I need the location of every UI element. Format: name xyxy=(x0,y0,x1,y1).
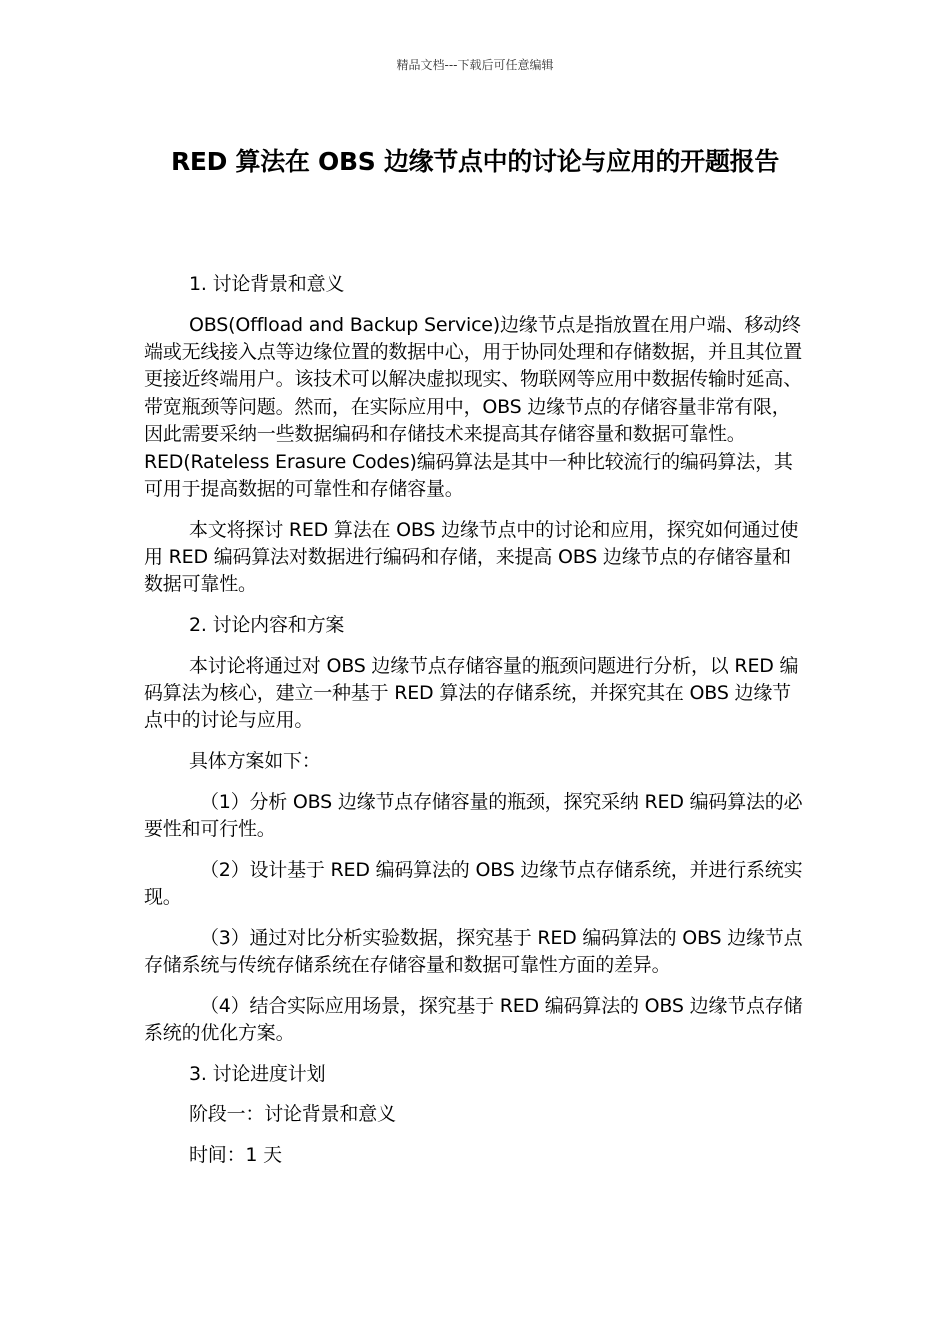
section-3-stage: 阶段一：讨论背景和意义 xyxy=(189,1103,396,1126)
header-note: 精品文档---下载后可任意编辑 xyxy=(396,58,554,72)
section-1-heading: 1. 讨论背景和意义 xyxy=(189,273,345,295)
plan-item-1: （1）分析 OBS 边缘节点存储容量的瓶颈，探究采纳 RED 编码算法的必要性和可行性。 xyxy=(144,790,803,841)
plan-item-4: （4）结合实际应用场景，探究基于 RED 编码算法的 OBS 边缘节点存储系统的优化方案。 xyxy=(144,994,803,1045)
section-2-heading: 2. 讨论内容和方案 xyxy=(189,614,345,637)
plan-item-3: （3）通过对比分析实验数据，探究基于 RED 编码算法的 OBS 边缘节点存储系统与传统存储系统在存储容量和数据可靠性方面的差异。 xyxy=(144,926,803,977)
plan-item-2: （2）设计基于 RED 编码算法的 OBS 边缘节点存储系统，并进行系统实现。 xyxy=(144,858,803,909)
section-1-paragraph-1: OBS(Offload and Backup Service)边缘节点是指放置在用户端、移动终端或无线接入点等边缘位置的数据中心，用于协同处理和存储数据，并且其位置更接近终端用户。该技术可以解决虚拟现实、物联网等应用中数据传输时延高、带宽瓶颈等问题。然而，在实际应用中，OBS 边缘节点的存储容量非常有限，因此需要采纳一些数据编码和存储技术来提高其存储容量和数据可靠性。RED(Rateless Erasure Codes)编码算法是其中一种比较流行的编码算法，其可用于提高数据的可靠性和存储容量。 xyxy=(144,313,803,501)
section-3-time: 时间：1 天 xyxy=(189,1143,282,1166)
section-3-heading: 3. 讨论进度计划 xyxy=(189,1062,326,1085)
section-1-paragraph-2: 本文将探讨 RED 算法在 OBS 边缘节点中的讨论和应用，探究如何通过使用 RED 编码算法对数据进行编码和存储，来提高 OBS 边缘节点的存储容量和数据可靠性。 xyxy=(144,518,799,596)
section-2-paragraph-1: 本讨论将通过对 OBS 边缘节点存储容量的瓶颈问题进行分析，以 RED 编码算法为核心，建立一种基于 RED 算法的存储系统，并探究其在 OBS 边缘节点中的讨论与应用。 xyxy=(144,654,799,732)
document-body xyxy=(144,271,806,1182)
document-title: RED 算法在 OBS 边缘节点中的讨论与应用的开题报告 xyxy=(170,147,780,176)
section-2-paragraph-2: 具体方案如下： xyxy=(189,750,321,773)
